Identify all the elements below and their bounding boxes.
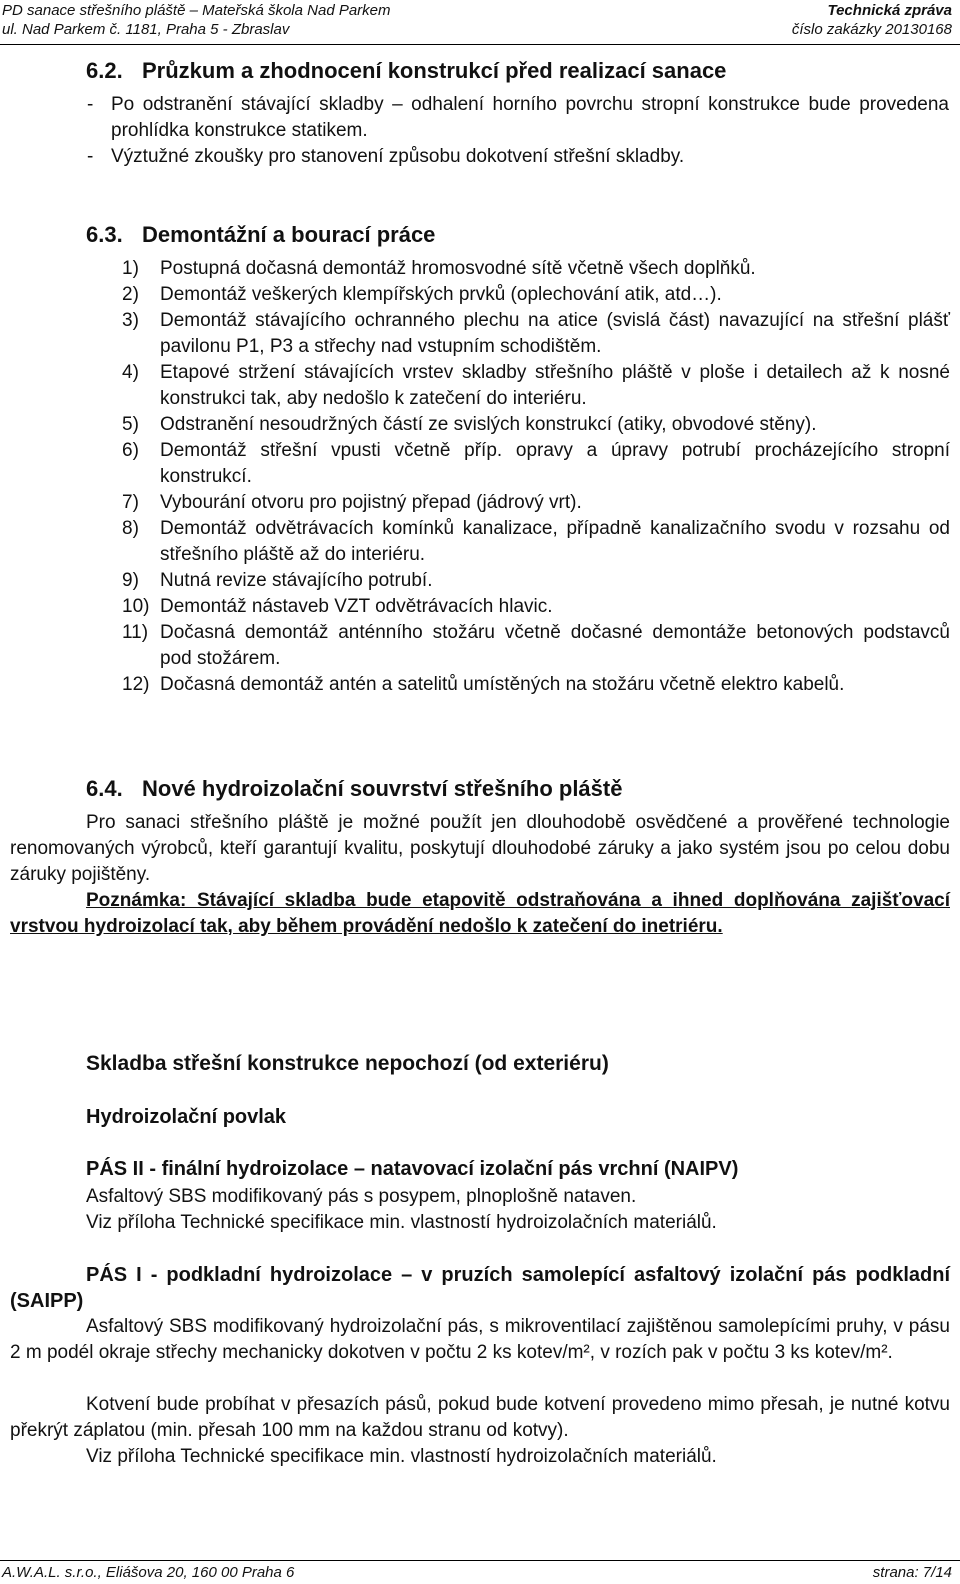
section-title: Nové hydroizolační souvrství střešního pláště: [142, 776, 623, 801]
composition-subheading: Hydroizolační povlak: [86, 1106, 287, 1128]
section-number: 6.3.: [86, 222, 123, 247]
page-footer: [0, 1560, 960, 1583]
list-number: 7): [122, 492, 139, 513]
list-number: 8): [122, 518, 139, 539]
list-text: Postupná dočasná demontáž hromosvodné sítě včetně všech doplňků.: [160, 258, 756, 279]
header-address: ul. Nad Parkem č. 1181, Praha 5 - Zbraslav: [2, 21, 290, 38]
header-doc-type: Technická zpráva: [827, 2, 952, 19]
list-text: Demontáž veškerých klempířských prvků (oplechování atik, atd…).: [160, 284, 722, 305]
list-number: 11): [122, 622, 149, 643]
pas1-description: Asfaltový SBS modifikovaný hydroizolační pás, s mikroventilací zajištěnou samolepícími pruhy, v pásu 2 m podél okraje střechy mechanicky dokotven v počtu 2 ks kotev/m², v rozích pak v počtu 3 ks kotev/m².: [10, 1316, 950, 1363]
list-item: [122, 360, 950, 412]
list-text: Dočasná demontáž anténního stožáru včetně dočasné demontáže betonových podstavců pod stožárem.: [160, 622, 950, 669]
note-paragraph: Poznámka: Stávající skladba bude etapovitě odstraňována a ihned doplňována zajišťovací vrstvou hydroizolací tak, aby během provádění nedošlo k zatečení do inetriéru.: [10, 890, 950, 937]
pas2-description: Asfaltový SBS modifikovaný pás s posypem, plnoplošně nataven.: [86, 1186, 637, 1207]
section-6-4-heading: [86, 776, 622, 802]
list-item: [122, 256, 950, 282]
list-number: 3): [122, 310, 139, 331]
dash-marker: -: [87, 94, 94, 115]
list-item: [122, 412, 950, 438]
bullet-item: [87, 92, 949, 144]
list-item: [122, 308, 950, 360]
list-number: 4): [122, 362, 139, 383]
list-number: 1): [122, 258, 139, 279]
pas2-title: PÁS II - finální hydroizolace – natavovací izolační pás vrchní (NAIPV): [86, 1158, 739, 1180]
footer-company: A.W.A.L. s.r.o., Eliášova 20, 160 00 Praha 6: [2, 1564, 295, 1581]
list-text: Demontáž střešní vpusti včetně příp. opravy a úpravy potrubí procházejícího stropní konstrukcí.: [160, 440, 950, 487]
pas1-title: PÁS I - podkladní hydroizolace – v pruzích samolepící asfaltový izolační pás podkladní (SAIPP): [10, 1264, 950, 1312]
list-item: [122, 620, 950, 672]
section-title: Demontážní a bourací práce: [142, 222, 436, 247]
bullet-text: Výztužné zkoušky pro stanovení způsobu dokotvení střešní skladby.: [111, 146, 685, 167]
list-text: Vybourání otvoru pro pojistný přepad (jádrový vrt).: [160, 492, 582, 513]
list-text: Demontáž stávajícího ochranného plechu na atice (svislá část) navazující na střešní plášť pavilonu P1, P3 a střechy nad vstupním schodištěm.: [160, 310, 950, 357]
header-left: [2, 1, 391, 39]
pas2-reference: Viz příloha Technické specifikace min. vlastností hydroizolačních materiálů.: [86, 1212, 717, 1233]
section-6-3-heading: [86, 222, 435, 248]
list-item: [122, 594, 950, 620]
list-number: 12): [122, 674, 150, 695]
list-text: Demontáž nástaveb VZT odvětrávacích hlavic.: [160, 596, 553, 617]
list-text: Demontáž odvětrávacích komínků kanalizace, případně kanalizačního svodu v rozsahu od střešního pláště až do interiéru.: [160, 518, 950, 565]
page-header: [0, 0, 960, 45]
dash-marker: -: [87, 146, 94, 167]
section-number: 6.4.: [86, 776, 123, 801]
list-text: Etapové stržení stávajících vrstev skladby střešního pláště v ploše i detailech až k nosné konstrukci tak, aby nedošlo k zatečení do interiéru.: [160, 362, 950, 409]
intro-paragraph: Pro sanaci střešního pláště je možné použít jen dlouhodobě osvědčené a prověřené technologie renomovaných výrobců, kteří garantují kvalitu, poskytují dlouhodobé záruky a jako systém jsou po celou dobu záruky pojištěny.: [10, 812, 950, 885]
list-item: [122, 282, 950, 308]
list-item: [122, 672, 950, 698]
list-number: 6): [122, 440, 139, 461]
section-title: Průzkum a zhodnocení konstrukcí před realizací sanace: [142, 58, 727, 83]
pas1-anchoring: Kotvení bude probíhat v přesazích pásů, pokud bude kotvení provedeno mimo přesah, je nutné kotvu překrýt záplatou (min. přesah 100 mm na každou stranu od kotvy).: [10, 1394, 950, 1441]
list-item: [122, 516, 950, 568]
list-number: 5): [122, 414, 139, 435]
header-order-number: číslo zakázky 20130168: [791, 21, 952, 38]
bullet-item: [87, 144, 949, 170]
list-text: Odstranění nesoudržných částí ze svislých konstrukcí (atiky, obvodové stěny).: [160, 414, 817, 435]
list-item: [122, 438, 950, 490]
list-item: [122, 490, 950, 516]
footer-page-number: strana: 7/14: [872, 1564, 952, 1581]
list-number: 10): [122, 596, 150, 617]
list-text: Nutná revize stávajícího potrubí.: [160, 570, 433, 591]
pas1-reference: Viz příloha Technické specifikace min. vlastností hydroizolačních materiálů.: [86, 1446, 717, 1467]
composition-heading: Skladba střešní konstrukce nepochozí (od exteriéru): [86, 1052, 609, 1075]
list-number: 9): [122, 570, 139, 591]
bullet-text: Po odstranění stávající skladby – odhalení horního povrchu stropní konstrukce bude provedena prohlídka konstrukce statikem.: [111, 94, 949, 141]
header-project-title: PD sanace střešního pláště – Mateřská škola Nad Parkem: [2, 2, 391, 19]
list-item: [122, 568, 950, 594]
section-number: 6.2.: [86, 58, 123, 83]
section-6-2-heading: [86, 58, 726, 84]
list-number: 2): [122, 284, 139, 305]
header-right: [792, 1, 952, 39]
list-text: Dočasná demontáž antén a satelitů umístěných na stožáru včetně elektro kabelů.: [160, 674, 845, 695]
